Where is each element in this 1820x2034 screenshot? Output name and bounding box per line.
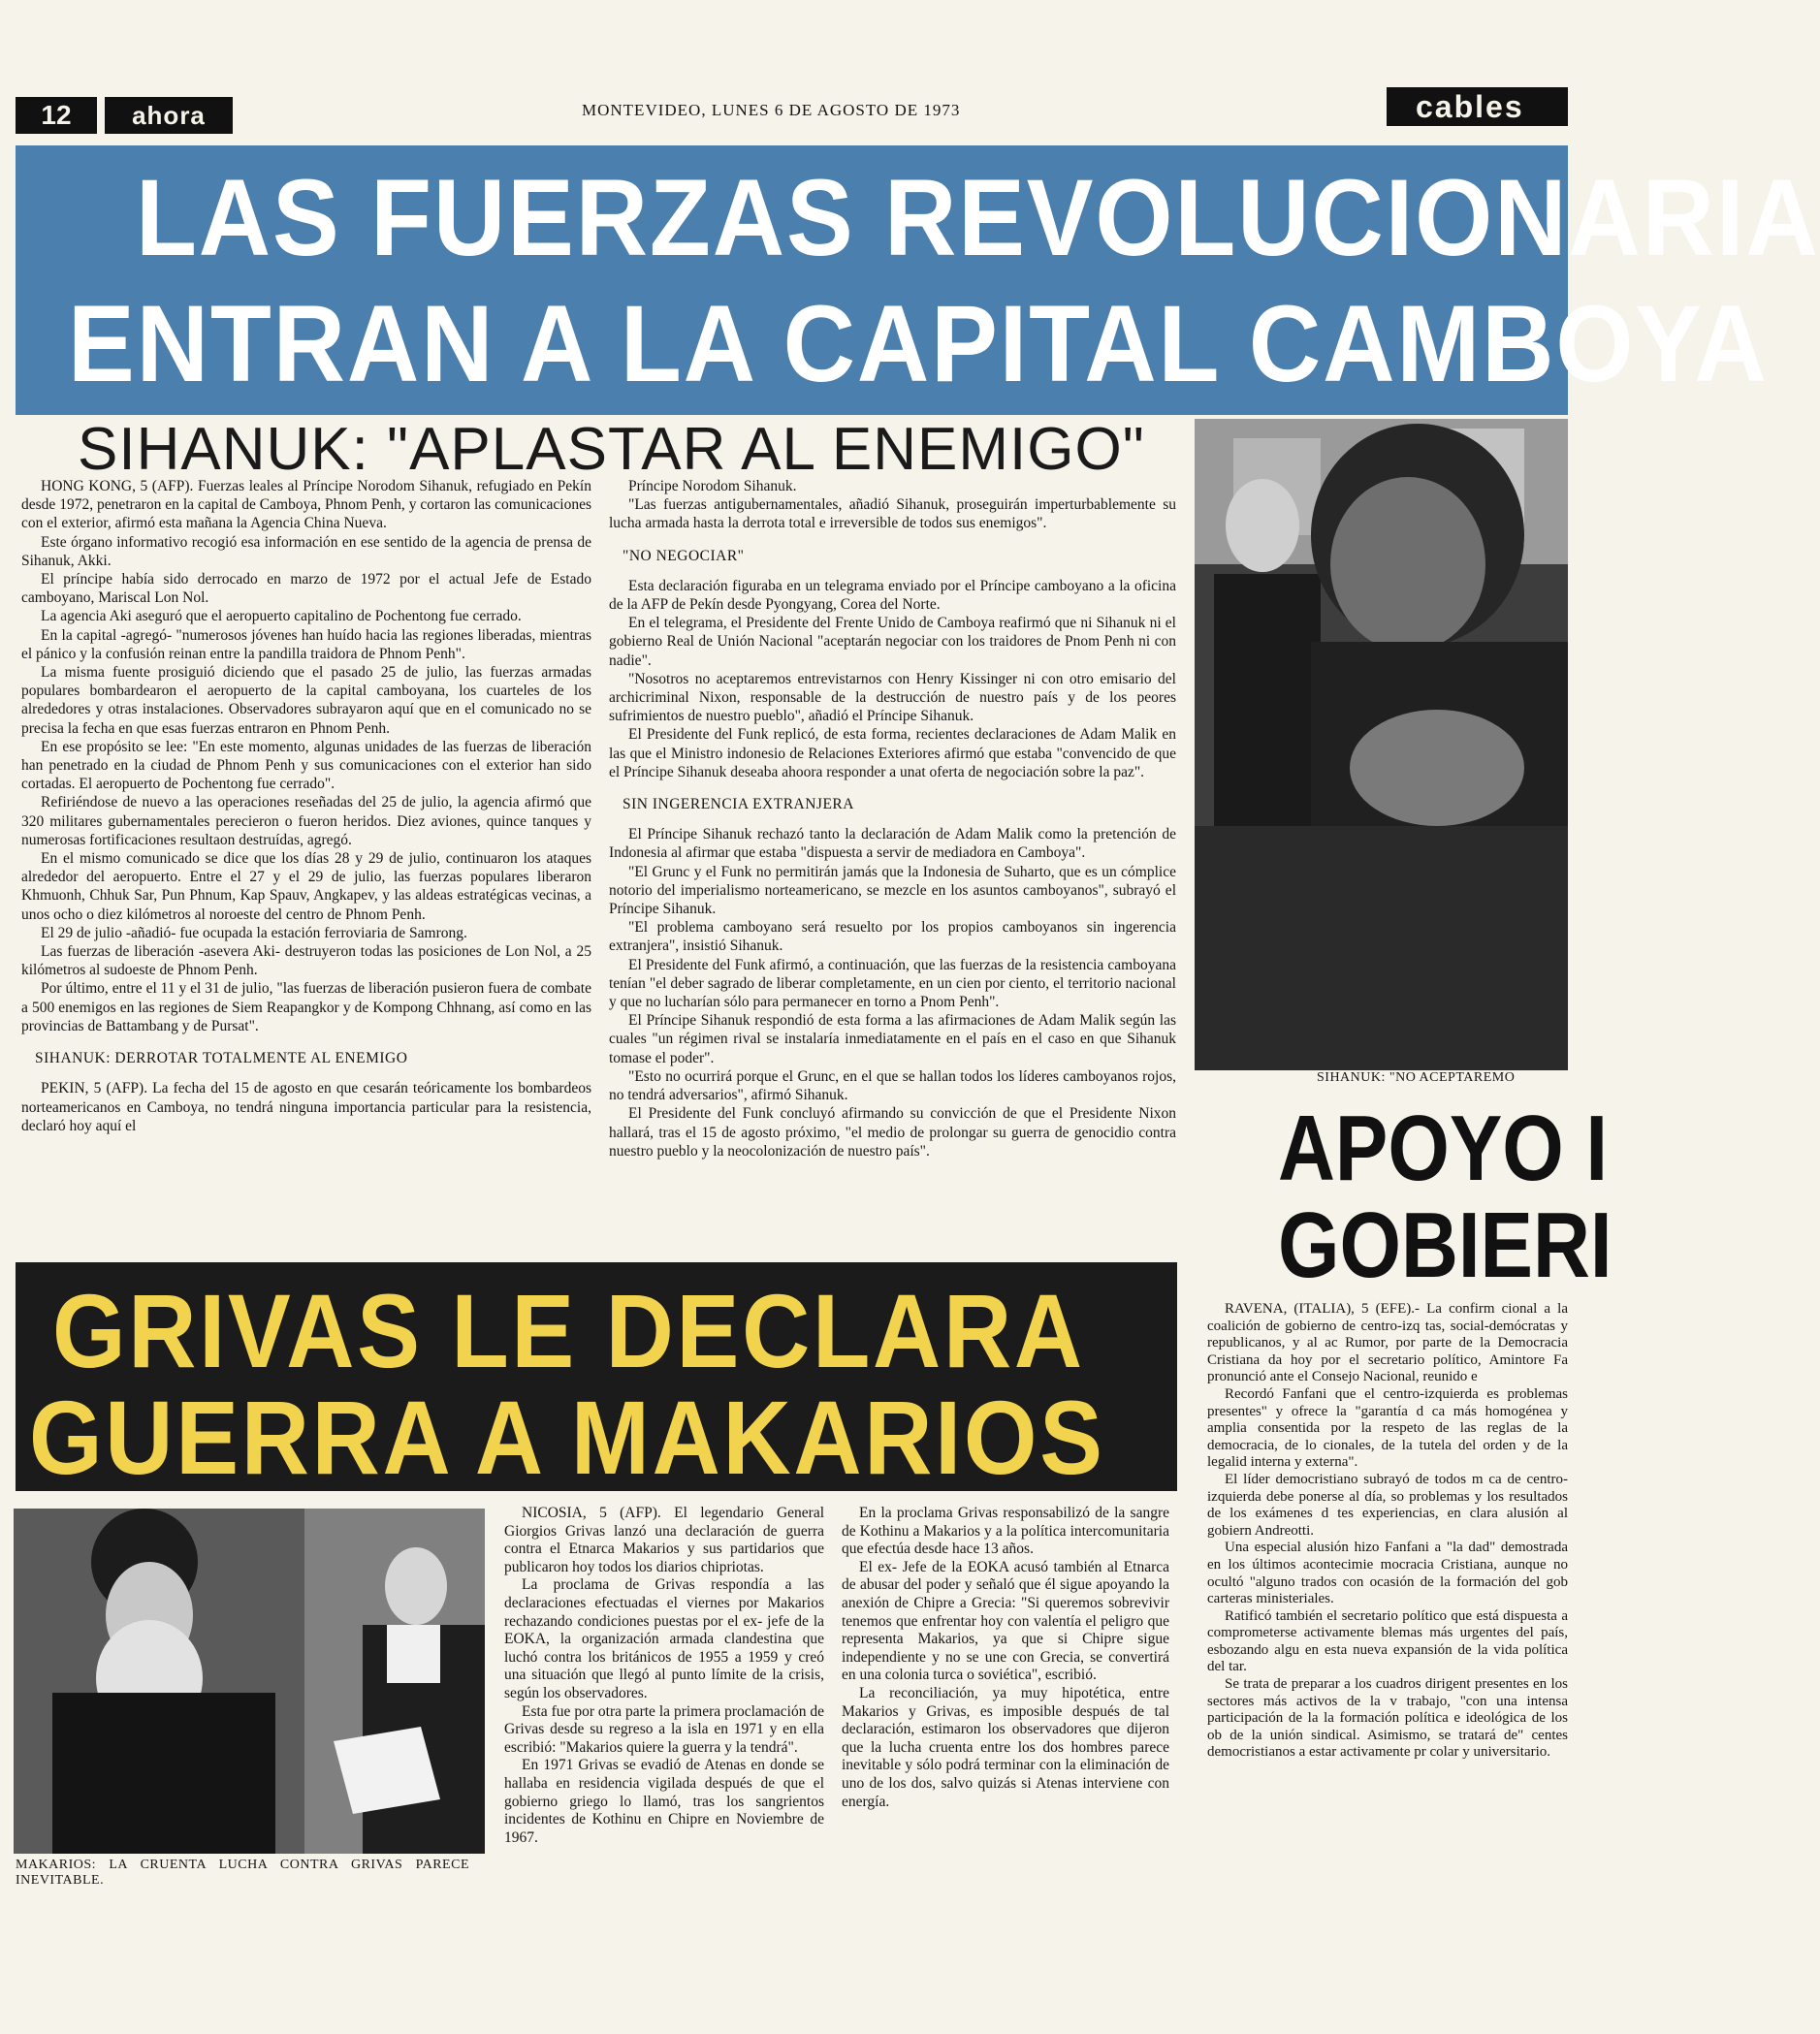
grivas-story-column-2	[842, 1505, 1169, 1811]
grivas-story-column-1	[504, 1505, 824, 1847]
paragraph: Este órgano informativo recogió esa información en ese sentido de la agencia de prensa de Sihanuk, Akki.	[21, 533, 591, 569]
dateline: MONTEVIDEO, LUNES 6 DE AGOSTO DE 1973	[582, 101, 961, 119]
paragraph: HONG KONG, 5 (AFP). Fuerzas leales al Príncipe Norodom Sihanuk, refugiado en Pekín desde 1972, penetraron en la capital de Camboya, Phnom Penh, y cortaron las comunicaciones con el exterior, afirmó esta mañana la Agencia China Nueva.	[21, 478, 591, 532]
paragraph: "Nosotros no aceptaremos entrevistarnos con Henry Kissinger ni con otro emisario del archicriminal Nixon, responsable de la destrucción de nuestro país y de los peores sufrimientos de nuestro pueblo", añadió el Príncipe Sihanuk.	[609, 670, 1176, 725]
paragraph: El Príncipe Sihanuk respondió de esta forma a las afirmaciones de Adam Malik según las cuales "un régimen rival se instalaría inmediatamente en el país en el caso en que Sihanuk tomase el poder".	[609, 1012, 1176, 1066]
side-headline-line2: GOBIERI	[1278, 1193, 1612, 1297]
side-headline-line1: APOYO I	[1278, 1096, 1609, 1200]
paragraph: En el mismo comunicado se dice que los días 28 y 29 de julio, continuaron los ataques alrededor del aeropuerto. Entre el 27 y el 29 de julio, las fuerzas populares liberaron Khmuonh, Chhuk Sar, Pun Phnum, Kap Spauv, Angkapev, y las aldeas estratégicas vecinas, a unos ocho o diez kilómetros al noroeste del centro de Phnom Penh.	[21, 850, 591, 923]
sihanuk-photo-caption: SIHANUK: "NO ACEPTAREMO	[1317, 1070, 1516, 1085]
paragraph: Esta fue por otra parte la primera proclamación de Grivas desde su regreso a la isla en 1971 y en ella escribió: "Makarios quiere la guerra y la tendrá".	[504, 1702, 824, 1756]
paragraph: El 29 de julio -añadió- fue ocupada la estación ferroviaria de Samrong.	[41, 924, 467, 941]
paragraph: El Presidente del Funk replicó, de esta forma, recientes declaraciones de Adam Malik en las que el Ministro indonesio de Relaciones Exteriores afirmó que estaba "convencido de que el Príncipe Sihanuk deseaba ahoora responder a unat oferta de negociación sobre la paz".	[609, 726, 1176, 780]
side-story-column	[1207, 1301, 1568, 1762]
paragraph: La proclama de Grivas respondía a las declaraciones efectuadas el viernes por Makarios rechazando condiciones puestas por el ex- jefe de la EOKA, la organización armada clandestina que luchó contra los británicos de 1955 a 1959 y creó una situación que llegó al punto límite de la crisis, según los observadores.	[504, 1576, 824, 1701]
paragraph: El Príncipe Sihanuk rechazó tanto la declaración de Adam Malik como la pretención de Indonesia al afirmar que estaba "dispuesta a servir de mediadora en Camboya".	[609, 826, 1176, 862]
paragraph: La reconciliación, ya muy hipotética, entre Makarios y Grivas, es imposible después de tal declaración, estimaron los observadores que dijeron que la lucha cruenta entre los dos hombres parece inevitable y sólo podrá terminar con la eliminación de uno de los dos, salvo quizás si Atenas interviene con energía.	[842, 1684, 1169, 1810]
makarios-photo-caption: MAKARIOS: LA CRUENTA LUCHA CONTRA GRIVAS PARECE INEVITABLE.	[16, 1858, 469, 1888]
paragraph: Ratificó también el secretario político que está dispuesta a comprometerse activamente blemas más urgentes del país, esbozando algu en esta nueva expansión de la vida política del tar.	[1207, 1607, 1568, 1675]
paragraph: El ex- Jefe de la EOKA acusó también al Etnarca de abusar del poder y señaló que él sigue apoyando la anexión de Chipre a Grecia: "Si queremos sobrevivir tenemos que enfrentar hoy con valentía el peligro que representa Makarios, ya que si Chipre sigue independiente y no se une con Grecia, se convertirá en una colonia turca o soviética", escribió.	[842, 1558, 1169, 1684]
paragraph: RAVENA, (ITALIA), 5 (EFE).- La confirm cional a la coalición de gobierno de centro-izq tas, social-demócratas y republicanos, y al ac Rumor, por parte de la Democracia Cristiana da hoy por el secretario político, Amintore Fa pronunció ante el Consejo Nacional, reunido e	[1207, 1301, 1568, 1385]
paragraph: La agencia Aki aseguró que el aeropuerto capitalino de Pochentong fue cerrado.	[41, 608, 522, 625]
subhead: "NO NEGOCIAR"	[623, 547, 745, 564]
paragraph: Por último, entre el 11 y el 31 de julio, "las fuerzas de liberación pusieron fuera de combate a 500 enemigos en las regiones de Siem Reapangkor y de Kompong Chhnang, así como en las provincias de Battambang y de Pursat".	[21, 980, 591, 1034]
paragraph: El líder democristiano subrayó de todos m ca de centro-izquierda debe ponerse al día, so problemas y los resultados de los exámenes d tes experiencias, en clara alusión al gobiern Andreotti.	[1207, 1471, 1568, 1539]
makarios-photo-image	[14, 1509, 485, 1854]
paragraph: "El Grunc y el Funk no permitirán jamás que la Indonesia de Suharto, que es un cómplice notorio del imperialismo norteamericano, se mezcle en los asuntos camboyanos", subrayó el Príncipe Sihanuk.	[609, 863, 1176, 918]
paragraph: En el telegrama, el Presidente del Frente Unido de Camboya reafirmó que ni Sihanuk ni el gobierno Real de Unión Nacional "aceptarán negociar con los traidores de Pnom Penh ni con nadie".	[609, 615, 1176, 669]
paragraph: El Presidente del Funk afirmó, a continuación, que las fuerzas de la resistencia camboyana tenían "el deber sagrado de liberar completamente, en un cien por ciento, el territorio nacional y que no lucharían sólo para permanecer en torno a Pnom Penh".	[609, 956, 1176, 1011]
main-story-column-1	[21, 477, 591, 1135]
subhead: SIN INGERENCIA EXTRANJERA	[623, 796, 854, 813]
grivas-headline-line1: GRIVAS LE DECLARA	[52, 1272, 1085, 1389]
paragraph: "Esto no ocurrirá porque el Grunc, en el que se hallan todos los líderes camboyanos rojos, no tendrá adversarios", afirmó Sihanuk.	[609, 1067, 1176, 1104]
paragraph: En la proclama Grivas responsabilizó de la sangre de Kothinu a Makarios y a la política intercomunitaria que efectúa desde hace 13 años.	[842, 1505, 1169, 1558]
main-headline-line2: ENTRAN A LA CAPITAL CAMBOYA	[68, 283, 1769, 404]
page-number: 12	[16, 97, 97, 134]
paragraph: Refiriéndose de nuevo a las operaciones reseñadas del 25 de julio, la agencia afirmó que 320 militares gubernamentales perecieron o fueron heridos. Diez aviones, quince tanques y numerosas fortificaciones resultaon destruídas, agregó.	[21, 794, 591, 848]
paragraph: El Presidente del Funk concluyó afirmando su convicción de que el Presidente Nixon hallará, tras el 15 de agosto próximo, "el medio de prolongar su guerra de genocidio contra nuestro pueblo y la neocolonización de nuestro país".	[609, 1105, 1176, 1160]
subhead: SIHANUK: DERROTAR TOTALMENTE AL ENEMIGO	[35, 1050, 408, 1067]
paragraph: PEKIN, 5 (AFP). La fecha del 15 de agosto en que cesarán teóricamente los bombardeos norteamericanos en Camboya, no tendrá ninguna importancia particular para la resistencia, declaró hoy aquí el	[21, 1080, 591, 1134]
paragraph: En 1971 Grivas se evadió de Atenas en donde se hallaba en residencia vigilada después de que el gobierno griego lo llamó, tras los sangrientos incidentes de Kothinu en Chipre en Noviembre de 1967.	[504, 1757, 824, 1846]
grivas-headline-line2: GUERRA A MAKARIOS	[29, 1379, 1105, 1496]
paragraph: La misma fuente prosiguió diciendo que el pasado 25 de julio, las fuerzas armadas populares bombardearon el aeropuerto de la capital camboyana, los cuarteles de los alrededores y otras instalaciones. Observadores subrayaron aquí que en el comunicado no se precisa la fecha en que esas fuerzas entraron en Phnom Penh.	[21, 664, 591, 737]
main-story-column-2	[609, 477, 1176, 1160]
paragraph: Se trata de preparar a los cuadros dirigent presentes en los sectores más activos de la v trabajo, "con una intensa participación de la la formación política e ideológica de los ob de la unión sindical. Asimismo, se tratará de" centes democristianos a estar activamente pr colar y universitario.	[1207, 1676, 1568, 1761]
main-subheadline: SIHANUK: "APLASTAR AL ENEMIGO"	[78, 416, 1145, 483]
paragraph: Esta declaración figuraba en un telegrama enviado por el Príncipe camboyano a la oficina de la AFP de Pekín desde Pyongyang, Corea del Norte.	[609, 577, 1176, 614]
paragraph: Las fuerzas de liberación -asevera Aki- destruyeron todas las posiciones de Lon Nol, a 25 kilómetros al sudoeste de Phnom Penh.	[21, 943, 591, 979]
paragraph: El príncipe había sido derrocado en marzo de 1972 por el actual Jefe de Estado camboyano, Mariscal Lon Nol.	[21, 571, 591, 607]
sihanuk-photo-image	[1195, 419, 1568, 1070]
paragraph: Recordó Fanfani que el centro-izquierda es problemas presentes" y ofrece la "garantía d ca más homogénea y amplia consentida por la respeto de las reglas de la democracia, de lo cionales, de la tutela del orden y de la legalid interna y externa".	[1207, 1385, 1568, 1471]
paragraph: "El problema camboyano será resuelto por los propios camboyanos sin ingerencia extranjera", insistió Sihanuk.	[609, 919, 1176, 955]
main-headline-line1: LAS FUERZAS REVOLUCIONARIA	[136, 157, 1820, 278]
paragraph: "Las fuerzas antigubernamentales, añadió Sihanuk, proseguirán imperturbablemente su lucha armada hasta la derrota total e irreversible de todos sus enemigos".	[609, 496, 1176, 532]
paragraph: En la capital -agregó- "numerosos jóvenes han huído hacia las regiones liberadas, mientras el pánico y la confusión reinan entre la pandilla traidora de Phnom Penh".	[21, 626, 591, 662]
sihanuk-photo	[1195, 419, 1568, 1070]
makarios-photo	[14, 1509, 485, 1854]
paragraph: En ese propósito se lee: "En este momento, algunas unidades de las fuerzas de liberación han penetrado en la ciudad de Phnom Penh y sus comunicaciones con el exterior han sido cortadas. El aeropuerto de Pochentong fue cerrado".	[21, 738, 591, 793]
paragraph: Príncipe Norodom Sihanuk.	[628, 478, 797, 494]
section-name: ahora	[105, 97, 233, 134]
right-section-name: cables	[1387, 87, 1568, 126]
paragraph: NICOSIA, 5 (AFP). El legendario General Giorgios Grivas lanzó una declaración de guerra contra el Etnarca Makarios y sus partidarios que publicaron hoy todos los diarios chipriotas.	[504, 1505, 824, 1575]
paragraph: Una especial alusión hizo Fanfani a "la dad" demostrada en los últimos acontecimie mocracia Cristiana, aunque no ocultó "alguno trados con ocasión de la formación del gob carteras ministeriales.	[1207, 1540, 1568, 1607]
